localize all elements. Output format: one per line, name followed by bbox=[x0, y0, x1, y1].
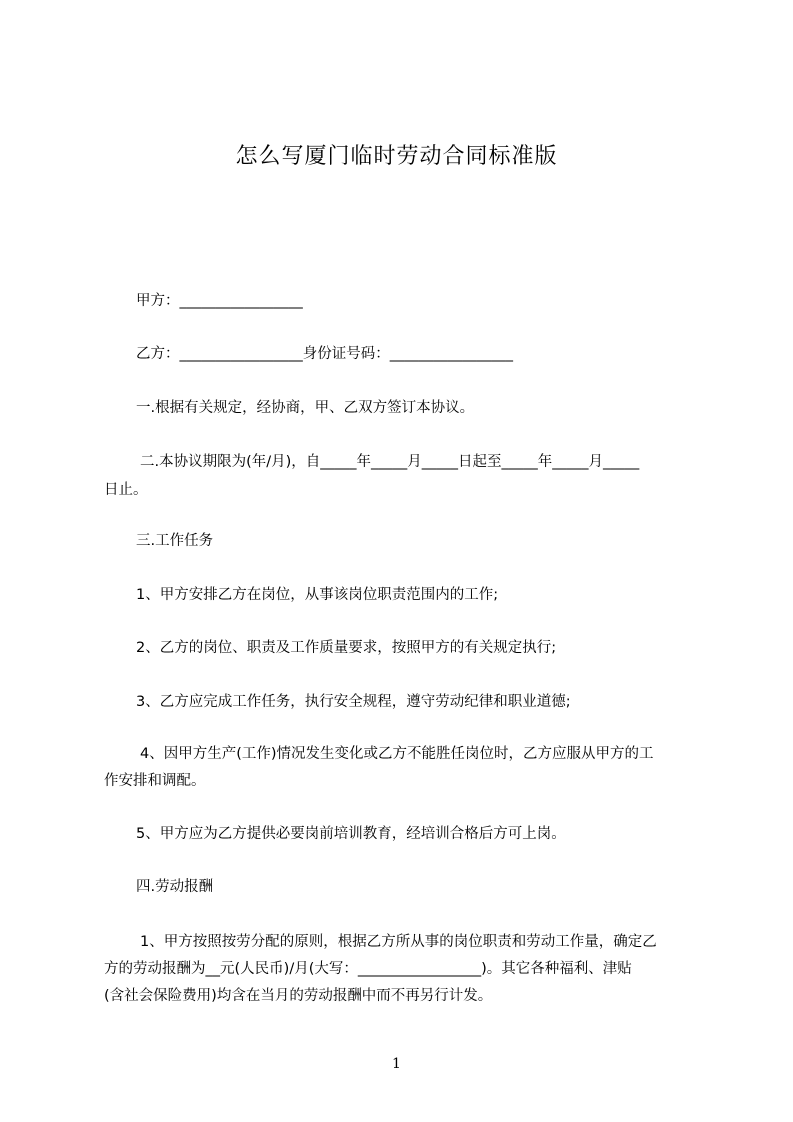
task-item-1: 1、甲方安排乙方在岗位，从事该岗位职责范围内的工作; bbox=[136, 587, 499, 603]
document-title: 怎么写厦门临时劳动合同标准版 bbox=[235, 144, 558, 169]
task-item-5: 5、甲方应为乙方提供必要岗前培训教育，经培训合格后方可上岗。 bbox=[136, 826, 566, 842]
task-item-4-line-2: 作安排和调配。 bbox=[104, 773, 206, 789]
party-a-line: 甲方：_________________ bbox=[136, 293, 303, 309]
task-item-4-line-1: 4、因甲方生产(工作)情况发生变化或乙方不能胜任岗位时，乙方应服从甲方的工 bbox=[140, 746, 654, 762]
task-item-2: 2、乙方的岗位、职责及工作质量要求，按照甲方的有关规定执行; bbox=[136, 640, 557, 656]
section-4-heading: 四.劳动报酬 bbox=[136, 879, 214, 895]
clause-2-line-2: 日止。 bbox=[104, 482, 148, 498]
pay-item-1-line-2: 方的劳动报酬为__元(人民币)/月(大写：_________________)。其它各种福利、津贴 bbox=[104, 961, 632, 977]
page-number: 1 bbox=[392, 1056, 401, 1072]
section-3-heading: 三.工作任务 bbox=[136, 533, 214, 549]
pay-item-1-line-1: 1、甲方按照按劳分配的原则，根据乙方所从事的岗位职责和劳动工作量，确定乙 bbox=[140, 934, 657, 950]
party-b-line: 乙方：_________________身份证号码：_________________ bbox=[136, 346, 513, 362]
task-item-3: 3、乙方应完成工作任务，执行安全规程，遵守劳动纪律和职业道德; bbox=[136, 694, 571, 710]
clause-1: 一.根据有关规定，经协商，甲、乙双方签订本协议。 bbox=[136, 400, 475, 416]
clause-2-line-1: 二.本协议期限为(年/月)，自_____年_____月_____日起至_____年_____月_____ bbox=[140, 454, 640, 470]
pay-item-1-line-3: (含社会保险费用)均含在当月的劳动报酬中而不再另行计发。 bbox=[104, 988, 493, 1004]
